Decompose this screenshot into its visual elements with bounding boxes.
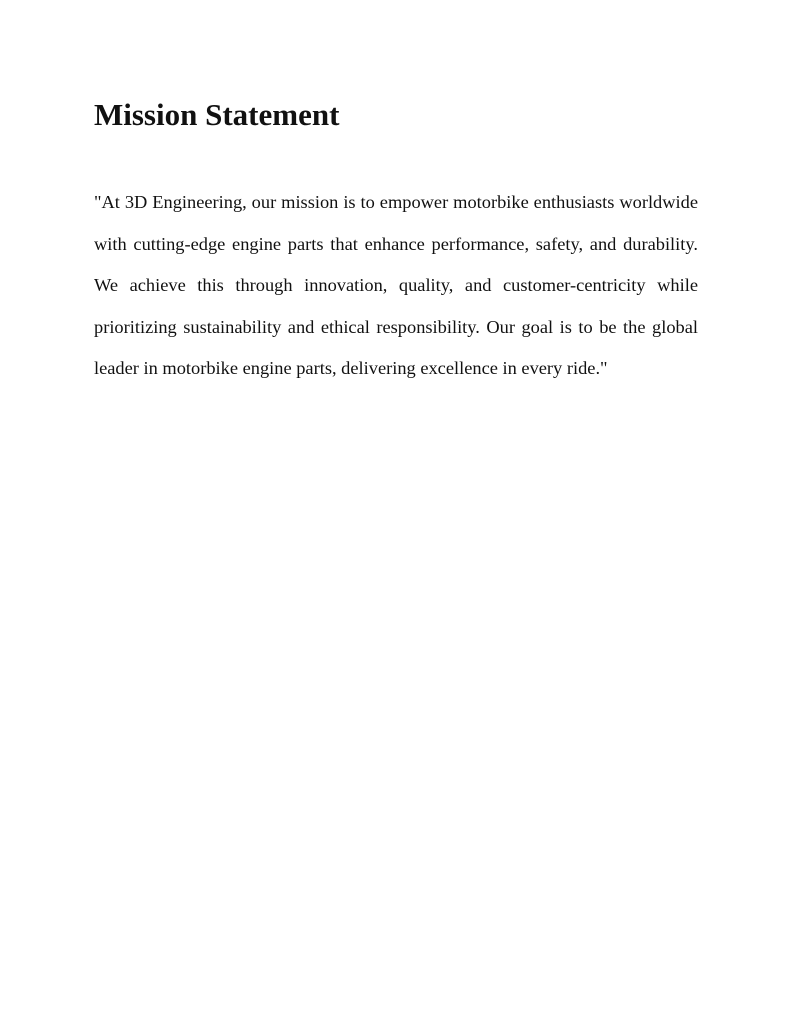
page-title: Mission Statement [94, 97, 340, 132]
mission-statement-paragraph: "At 3D Engineering, our mission is to empower motorbike enthusiasts worldwide with cutting-edge engine parts that enhance performance, safety, and durability. We achieve this through innovation, quality, and customer-centricity while prioritizing sustainability and ethical responsibility. Our goal is to be the global leader in motorbike engine parts, delivering excellence in every ride." [94, 192, 698, 378]
